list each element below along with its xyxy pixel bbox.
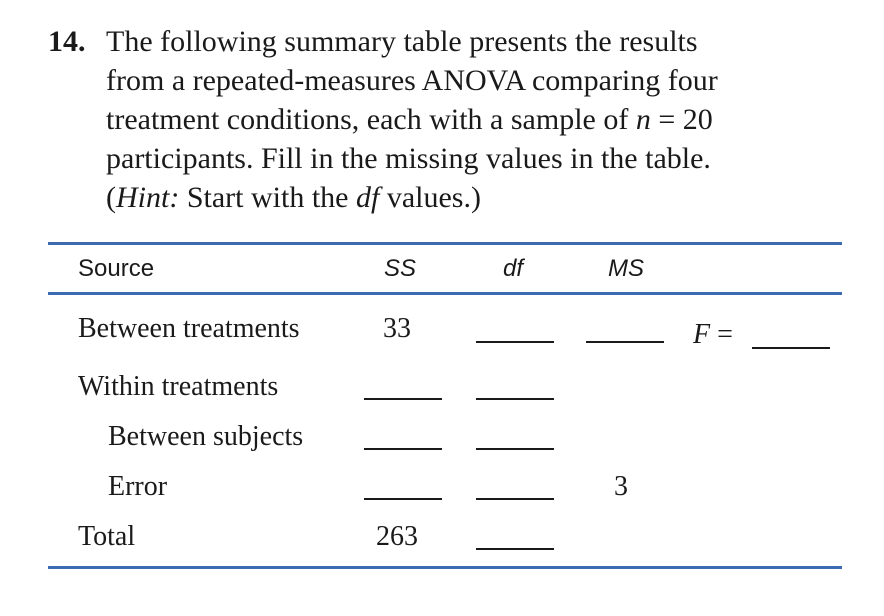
blank-f-value [752,347,830,349]
header-ms: MS [608,255,644,282]
problem-statement [48,22,848,217]
f-equals: = [710,319,733,350]
blank-between-treatments-df [476,341,554,343]
blank-within-treatments-df [476,398,554,400]
blank-between-subjects-df [476,448,554,450]
blank-error-df [476,498,554,500]
header-ss: SS [384,255,417,282]
row-between-treatments-ss: 33 [383,313,411,344]
f-symbol: F [693,319,711,350]
hint-text: Start with the [179,181,356,214]
problem-line-3-post: = 20 [650,103,713,136]
row-total-ss: 263 [376,521,418,552]
problem-number: 14. [48,25,86,58]
problem-line-3-pre: treatment conditions, each with a sample of [106,103,636,136]
problem-line-3 [106,100,848,139]
row-between-subjects-source: Between subjects [108,421,304,452]
problem-text [106,22,848,217]
f-ratio-label [693,318,733,352]
header-source: Source [78,255,155,282]
blank-between-subjects-ss [364,448,442,450]
hint-df: df [355,181,380,214]
row-between-treatments-source: Between treatments [78,313,300,344]
row-error-ms: 3 [614,471,628,502]
blank-error-ss [364,498,442,500]
table-top-rule [48,242,842,245]
problem-line-4: participants. Fill in the missing values in the table. [106,142,711,175]
hint-open-paren: ( [106,181,116,214]
table-header-rule [48,292,842,295]
row-total-source: Total [78,521,136,552]
variable-n: n [635,103,651,136]
header-df: df [503,255,524,282]
problem-line-5 [106,178,848,217]
problem-line-1: The following summary table presents the results [106,25,698,58]
blank-total-df [476,548,554,550]
blank-between-treatments-ms [586,341,664,343]
problem-line-2: from a repeated-measures ANOVA comparing four [106,64,718,97]
hint-end: values.) [379,181,481,214]
row-within-treatments-source: Within treatments [78,371,279,402]
blank-within-treatments-ss [364,398,442,400]
row-error-source: Error [108,471,168,502]
hint-label: Hint: [116,181,180,214]
table-bottom-rule [48,566,842,569]
